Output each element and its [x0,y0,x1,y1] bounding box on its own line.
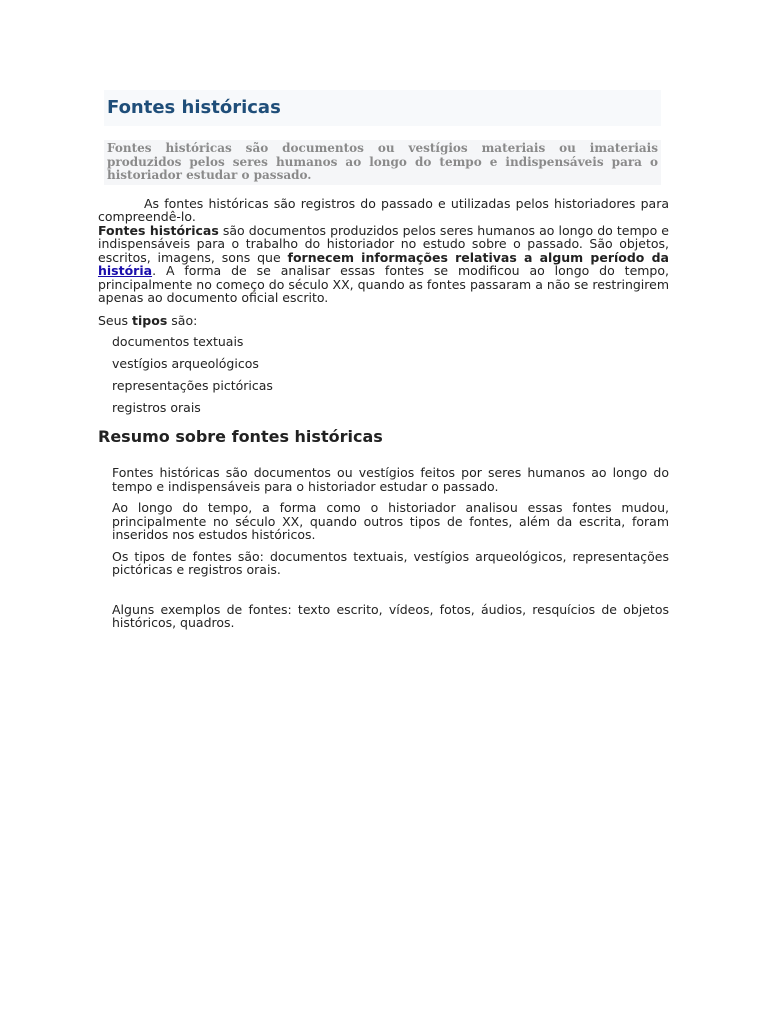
definition-paragraph [98,224,669,305]
summary-paragraph: Alguns exemplos de fontes: texto escrito, vídeos, fotos, áudios, resquícios de objetos históricos, quadros. [112,601,669,630]
document-page [98,90,669,638]
page-title: Fontes históricas [107,97,281,118]
definition-term: Fontes históricas [98,222,219,238]
types-suffix: são: [167,312,198,328]
summary-section [112,466,669,630]
historia-link[interactable]: história [98,263,153,278]
list-item: vestígios arqueológicos [112,356,259,371]
types-bold: tipos [132,312,168,328]
summary-paragraph: Os tipos de fontes são: documentos textuais, vestígios arqueológicos, representações pictóricas e registros orais. [112,548,669,577]
list-item: representações pictóricas [112,378,273,393]
types-intro [98,314,669,328]
definition-emphasis: fornecem informações relativas a algum período da [287,249,669,265]
definition-text-1: são documentos produzidos pelos seres humanos ao longo do tempo e indispensáveis para o trabalho do historiador no estudo sobre o passado. São objetos, escritos, imagens, sons que [98,222,669,265]
definition-text-2: . A forma de se analisar essas fontes se modificou ao longo do tempo, principalmente no começo do século XX, quando as fontes passaram a não se restringirem apenas ao documento oficial escrito. [98,263,669,305]
title-box [104,90,661,126]
intro-paragraph: As fontes históricas são registros do passado e utilizadas pelos historiadores para compreendê-lo. [98,195,669,224]
summary-paragraph: Fontes históricas são documentos ou vestígios feitos por seres humanos ao longo do tempo e indispensáveis para o historiador estudar o passado. [112,465,669,494]
types-list [112,335,669,415]
summary-heading: Resumo sobre fontes históricas [98,427,383,446]
list-item: documentos textuais [112,334,244,349]
list-item: registros orais [112,400,201,415]
types-prefix: Seus [98,312,133,328]
lede-summary: Fontes históricas são documentos ou vestígios materiais ou imateriais produzidos pelos seres humanos ao longo do tempo e indispensáveis para o historiador estudar o passado. [104,140,661,185]
summary-paragraph: Ao longo do tempo, a forma como o historiador analisou essas fontes mudou, principalmente no século XX, quando outros tipos de fontes, além da escrita, foram inseridos nos estudos históricos. [112,500,669,542]
